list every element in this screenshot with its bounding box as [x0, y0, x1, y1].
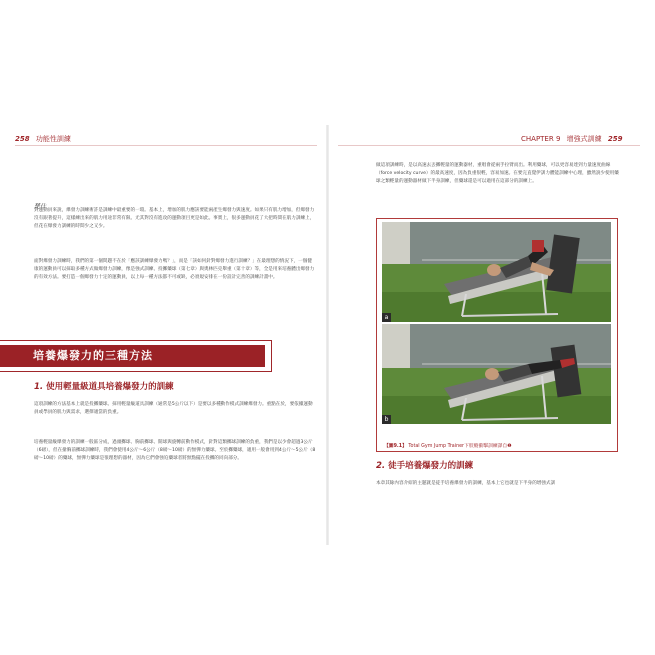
right-page-number: 259 — [607, 135, 623, 143]
right-header-rule — [338, 145, 640, 146]
section1-paragraph-2: 培養輕量級爆發力的訓練一般區分成，過頭擲球、胸前擲球、開球與旋轉前動作模式，針對這類擲球訓練的負重，我們是以少會超過3公斤（6磅），但在搶胸前擲球訓練時，我們會使用4公斤～6公斤（8磅～10磅）的無彈力藥球。至於擲藥球，適用一般會用到4公斤～5公斤（8磅～10磅）的藥球，無彈力藥球是很理想的器材，因為它們會強迫藥球者將無點擺在投擲的同向部分。 — [34, 440, 316, 461]
section2-paragraph-1: 本章其餘內容介紹的主題就是徒手培養爆發力的訓練，基本上它也就是下半身的增強式訓 — [376, 481, 556, 486]
section1-number: 1. — [34, 382, 44, 392]
photo-a-illustration — [382, 222, 611, 322]
section1-heading — [34, 380, 174, 392]
right-paragraph-1: 做這項訓練時，是以高速去丟擲輕量的運動器材，重唱會從兩手拉臂而出。利用藥球，可以更容易達到力量速度曲線（force velocity curve）的最高速度，因為負重很輕，容易加速。在要完直覺伊訓力體能訓練中心理，雖然說少使用藥球之類輕量的運動器材做下半身訓練，但藥球還是可以適用在這部分的訓練上。 — [376, 163, 619, 184]
intro-paragraph-2: 面對爆發力訓練時，我們的第一個問題不在於「應該訓練爆發力嗎？」，而是「該如何針對爆發力進行訓練？」在最理想的情況下，一個健康的運動員可以採取多種方式做爆發力訓練，像是強式訓練、投擲藥球（第七章）與奧林匹克舉重（第十章）等，全是用來培養體出爆發力的有效方法。要打造一個爆發力十定的運動員，以上每一種方法都不可或缺，必須規安排在一份設計完善的訓練計畫中。 — [34, 259, 315, 280]
photo-b — [382, 324, 611, 424]
section1-paragraph-1: 這項訓練的方法基本上就是投擲藥球。採用輕量級道具訓練（通常是5公斤以下）是要以多種動作模式訓練爆發力。重點在於，要依據運動員或學員的肌力與需求，選擇適當的負重。 — [34, 402, 313, 415]
section2-number: 2. — [376, 461, 386, 471]
section1-title: 使用輕量級道具培養爆發力的訓練 — [46, 382, 174, 392]
left-running-title: 功能性訓練 — [35, 135, 71, 143]
chapter-title: 增強式訓練 — [566, 135, 602, 143]
intro-paragraph-1: 對運動員來說，爆發力訓練術許是訓練中最重要的一環。基本上，增加的肌力應該要能兩產生爆發力與速度。如果只有肌力增加，但爆發力沒有跟著提升，這樣練出來的肌力用途非常有限。尤其對沒有進攻的運動項目更是如此。事實上，很多運動員花了大把時間在肌力訓練上，但花在爆發力訓練的時間少之又少。 — [34, 208, 315, 229]
left-page — [0, 125, 327, 545]
section2-heading — [376, 459, 473, 471]
figure-caption-text: Total Gym Jump Trainer下肢縱衝擊訓練譯自❶ — [408, 444, 512, 449]
photo-b-label: b — [382, 415, 391, 424]
section2-title: 徒手培養爆發力的訓練 — [388, 461, 474, 471]
section-banner — [0, 340, 272, 372]
section-banner-title: 培養爆發力的三種方法 — [0, 345, 265, 367]
photo-a — [382, 222, 611, 322]
right-running-head — [521, 134, 623, 144]
figure-frame — [376, 218, 618, 452]
photo-b-illustration — [382, 324, 611, 424]
left-page-number: 258 — [15, 135, 30, 143]
figure-caption — [384, 442, 512, 449]
book-gutter — [326, 125, 329, 545]
sig-mark: 楚什 — [34, 203, 47, 210]
photo-a-label: a — [382, 313, 391, 322]
chapter-label: CHAPTER 9 — [521, 135, 561, 143]
figure-caption-tag: 【圖9.1】 — [384, 444, 407, 449]
left-header-rule — [15, 145, 317, 146]
left-running-head — [15, 134, 71, 144]
